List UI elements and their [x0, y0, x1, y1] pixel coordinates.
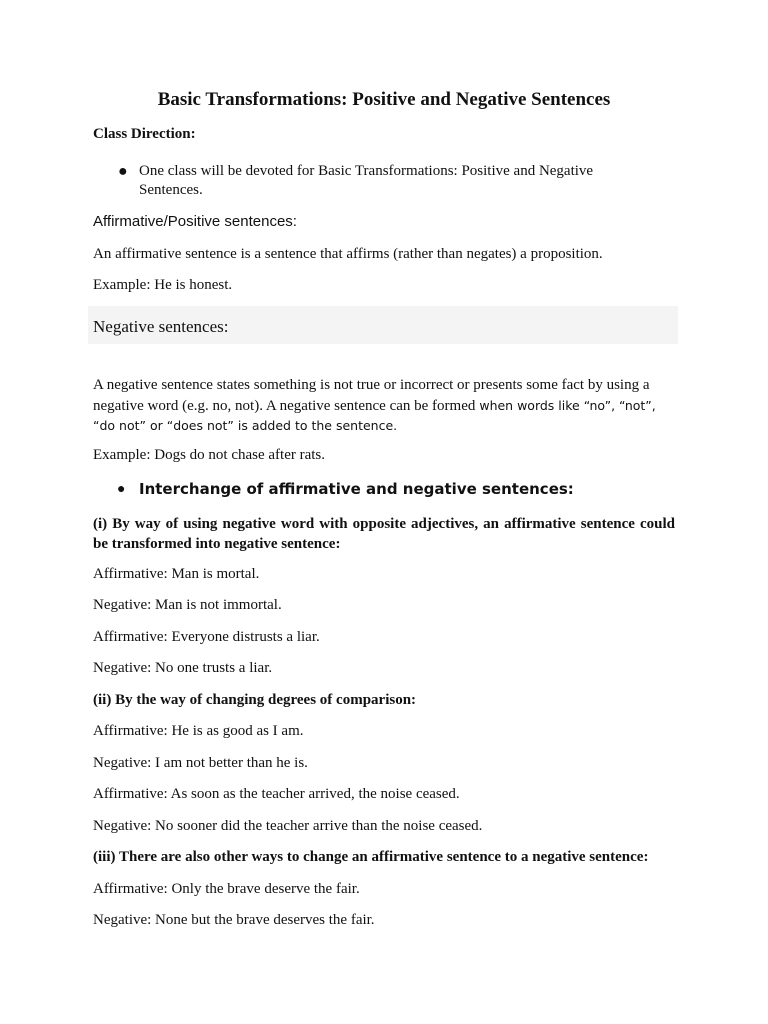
affirmative-example: Example: He is honest. [93, 277, 233, 293]
bullet-icon: ● [118, 163, 128, 180]
class-direction-bullet-line1: One class will be devoted for Basic Transformations: Positive and Negative [139, 163, 594, 179]
class-direction-bullet-text [139, 162, 669, 200]
affirmative-definition: An affirmative sentence is a sentence that affirms (rather than negates) a proposition. [93, 246, 603, 262]
rule1-heading: (i) By way of using negative word with opposite adjectives, an affirmative sentence could be transformed into negative sentence: [93, 516, 675, 552]
rule2-example: Affirmative: As soon as the teacher arrived, the noise ceased. [93, 786, 460, 802]
rule1-example: Affirmative: Man is mortal. [93, 566, 260, 582]
negative-example: Example: Dogs do not chase after rats. [93, 447, 326, 463]
class-direction-bullet-line2: Sentences. [139, 182, 203, 198]
interchange-heading: Interchange of affirmative and negative sentences: [139, 480, 574, 498]
rule2-heading: (ii) By the way of changing degrees of comparison: [93, 692, 417, 708]
negative-heading-band [88, 306, 678, 344]
class-direction-bullet-item [93, 162, 675, 200]
rule2-example: Negative: I am not better than he is. [93, 755, 308, 771]
rule3-heading: (iii) There are also other ways to change an affirmative sentence to a negative sentence: [93, 849, 649, 865]
negative-definition [93, 376, 675, 437]
negative-definition-line3: “do not” or “does not” is added to the sentence. [93, 418, 398, 433]
rule1-example: Negative: No one trusts a liar. [93, 660, 273, 676]
rule3-example: Affirmative: Only the brave deserve the fair. [93, 881, 360, 897]
negative-heading: Negative sentences: [93, 317, 229, 336]
affirmative-heading: Affirmative/Positive sentences: [93, 213, 297, 230]
negative-definition-line2b: when words like “no”, “not”, [475, 397, 656, 413]
rule2-example: Negative: No sooner did the teacher arrive than the noise ceased. [93, 818, 483, 834]
negative-definition-line1: A negative sentence states something is not true or incorrect or presents some fact by using a [93, 377, 650, 393]
rule2-example: Affirmative: He is as good as I am. [93, 723, 304, 739]
page-title: Basic Transformations: Positive and Negative Sentences [157, 89, 611, 110]
class-direction-heading: Class Direction: [93, 126, 196, 142]
rule1-example: Affirmative: Everyone distrusts a liar. [93, 629, 320, 645]
interchange-bullet-item [93, 480, 675, 500]
rule3-example: Negative: None but the brave deserves the fair. [93, 912, 375, 928]
rule1-example: Negative: Man is not immortal. [93, 597, 282, 613]
bullet-icon: ● [117, 482, 126, 497]
negative-definition-line2a: negative word (e.g. no, not). A negative sentence can be formed [93, 397, 476, 414]
